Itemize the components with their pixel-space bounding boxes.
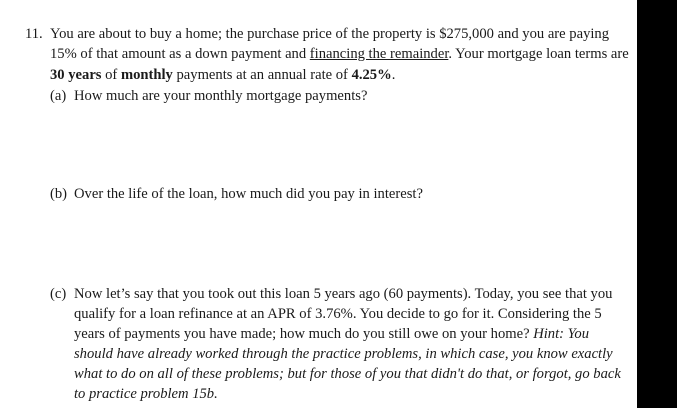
loan-term: 30 years xyxy=(50,67,102,83)
part-b-question: Over the life of the loan, how much did you pay in interest? xyxy=(74,186,423,202)
part-a-label: (a) xyxy=(50,88,67,104)
problem-number: 11. xyxy=(25,26,43,42)
part-c-hint-line-4: should have already worked through the practice problems, in which case, you know exactly xyxy=(74,346,613,362)
part-c-line-2: qualify for a loan refinance at an APR of 3.76%. You decide to go for it. Considering the 5 xyxy=(74,306,602,322)
problem-intro-line-2: 15% of that amount as a down payment and financing the remainder. Your mortgage loan terms are xyxy=(50,46,629,62)
part-c-hint-line-6: to practice problem 15b. xyxy=(74,386,218,402)
financing-underlined-phrase: financing the remainder xyxy=(309,46,449,62)
problem-intro-line-1: You are about to buy a home; the purchase price of the property is $275,000 and you are paying xyxy=(50,26,610,42)
hint-label: Hint: You xyxy=(533,326,590,342)
part-b-label: (b) xyxy=(50,186,68,202)
part-c-label: (c) xyxy=(50,286,67,302)
right-edge-black-bar xyxy=(637,0,677,408)
part-a-question: How much are your monthly mortgage payments? xyxy=(74,88,368,104)
part-c-line-3: years of payments you have made; how much do you still owe on your home? Hint: You xyxy=(74,326,590,342)
payment-frequency: monthly xyxy=(120,67,173,83)
part-c-line-1: Now let’s say that you took out this loan 5 years ago (60 payments). Today, you see that you xyxy=(74,286,613,302)
annual-rate: 4.25% xyxy=(351,67,392,83)
part-c-hint-line-5: what to do on all of these problems; but for those of you that didn't do that, or forgot, go back xyxy=(74,366,621,382)
problem-intro-line-3: 30 years of monthly payments at an annual rate of 4.25%. xyxy=(50,67,396,83)
